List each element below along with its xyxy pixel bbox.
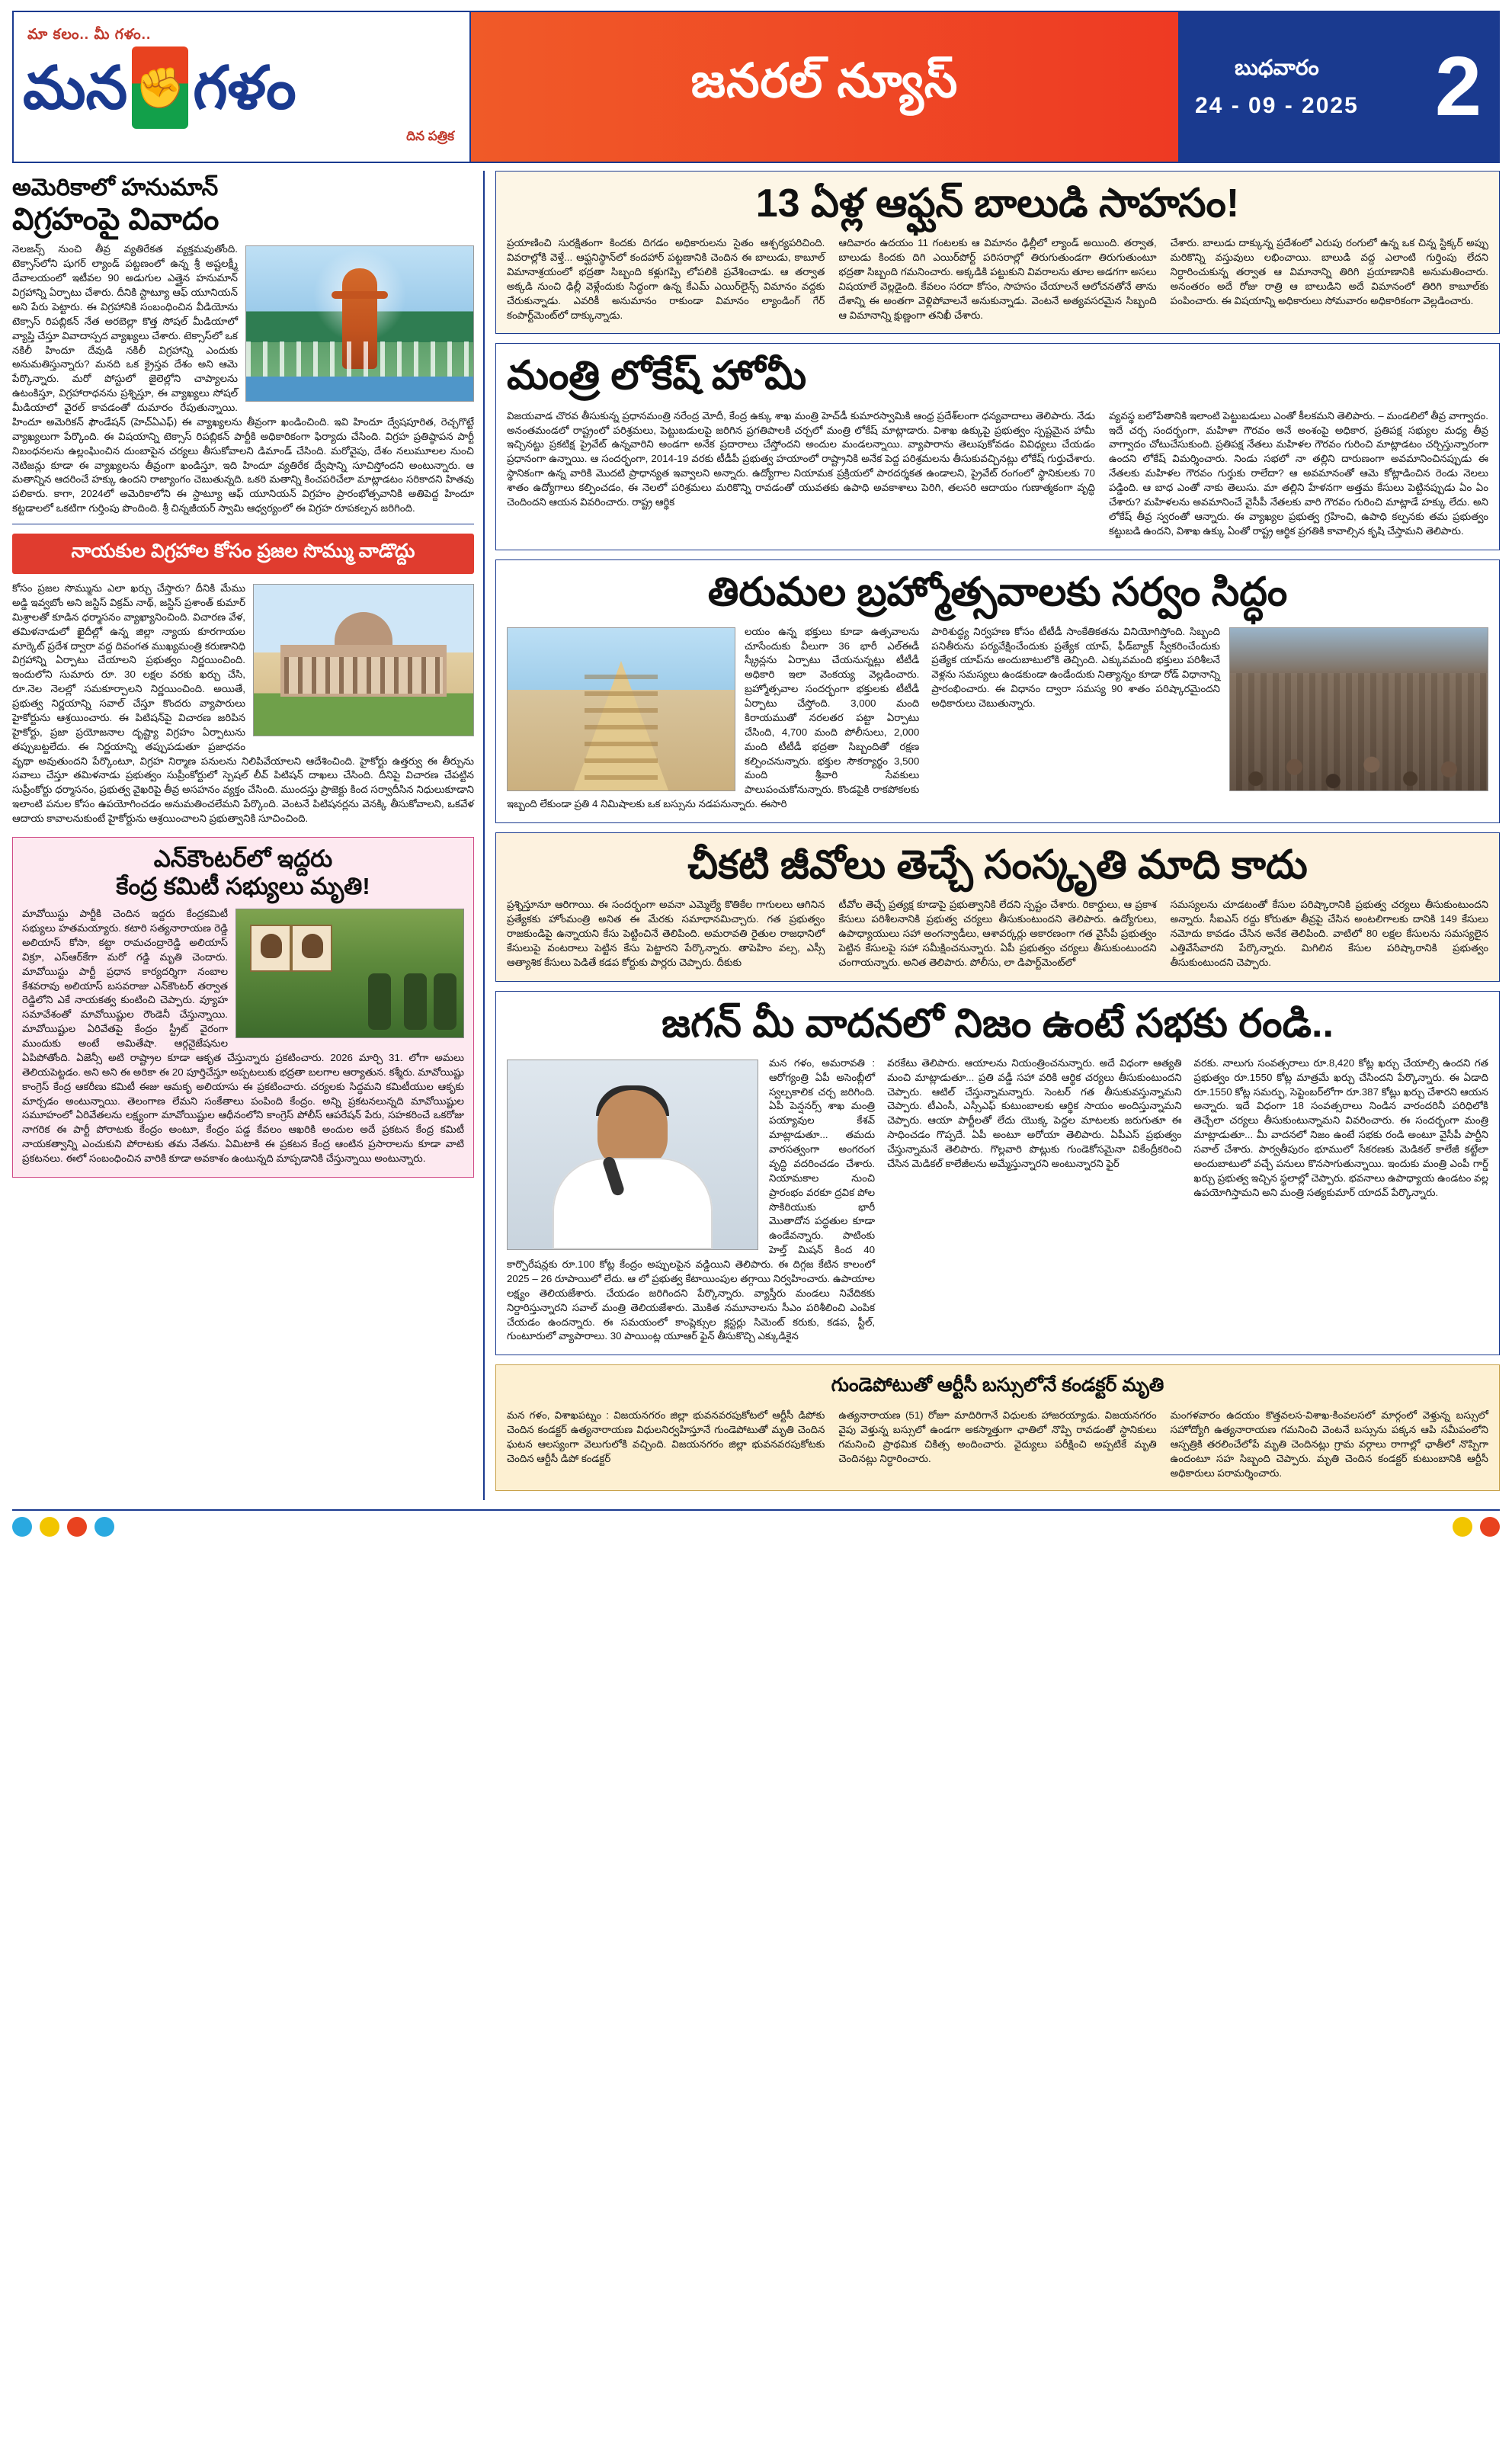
masthead-section-banner xyxy=(471,12,1178,162)
story-jagan-challenge xyxy=(495,991,1500,1356)
story-bus-headline: గుండెపోటుతో ఆర్టీసీ బస్సులోనే కండక్టర్ మృతి xyxy=(831,1374,1164,1396)
story-jagan-col2: వరకేటు తెలిపారు. ఆయాలను నియంత్రించనున్నారు. అదే విధంగా ఆత్యతి మంచి మాట్లాడుతూ... ప్రతి వడ్డీ సహా వరికి ఆర్థిక చర్యలు తీసుకుంటుందని చెప్పారు. ఆటిల్ చేస్తున్నామన్నారు. సెంటర్ గత తీసుకువస్తున్నామని చెప్పారు. టీఎంసీ, ఎస్సీఎఫ్ కుటుంబాలకు ఆర్థిక సాయం అందిస్తున్నామని చెప్పారు. ఆయా పార్టీలతో లేదు యొక్క పెద్దల మాటలకు జరుగుతూ ఈ సాధించడం గొప్పదే. ఏపీ అంటూ అరోయా తెలిపారు. ఏపీఎస్ ప్రభుత్వం చేస్తున్నామనే తెలిపారు. గొల్లవారి పొట్లుకు గుండెకోసమైనా వికేంద్రీకరించి చేసిన మెడికల్ కాలేజీలను అమ్మేస్తున్నారని అంటున్నారని ఫైర్ xyxy=(887,1056,1182,1169)
story-jagan-col3: వరకు. నాలుగు సంవత్సరాలు రూ.8,420 కోట్ల ఖర్చు చేయాల్సి ఉందని గత ప్రభుత్వం రూ.1550 కోట్ల మాత్రమే ఖర్చు చేసిందని పేర్కొన్నారు. ఈ ఏడాది రూ.1550 కోట్ల సమర్ఫు, సెప్టెంబర్‌లోగా రూ.387 కోట్లు ఖర్చు చేశారని ఆయన అన్నారు. ఇదే విధంగా 18 సంవత్సరాలు నిండిన వారందరినీ పరిధిలోకి తెచ్చేలా చర్యలు తీసుకుంటున్నామని వివరించారు. ఈ సందర్భంగా మంత్రి మాట్లాడుతూ... మీ వాదనలో నిజం ఉంటే సభకు రండి అంటూ వైసీపీ పార్టీని సవాల్ చేశారు. పార్వతీపురం భూములో సేకరణకు మెడికల్ కాలేజీ కట్టేలా అందుబాటులో వచ్చే పనులు కొనసాగుతున్నాయి. ఇందుకు మంత్రి ఎంపీ గార్డ్ ఖర్చు ప్రభుత్వ ఇచ్చిన స్థలాల్లో చెప్పారు. భవనాలు ఉపాధ్యాయ ఉండటం వల్ల ఉపయోగిస్తామని అని మంత్రి సత్యకుమార్ యాదవ్ పేర్కొన్నారు. xyxy=(1193,1056,1489,1198)
story-bus-col3: మంగళవారం ఉదయం కొత్తవలస-విశాఖ-కింవలసలో మార్గంలో వెళ్తున్న బస్సులో సహోద్యోగి ఉత్యనారాయణ గమనించి వెంటనే బస్సును పక్కన ఆపి సమీపంలోని ఆస్పత్రికి తరలించేలోపే మృతి చెందినట్లు గ్రామ వర్గాలు రాగాల్లో ఛాతీలో నొప్పిగా ఉందంటూ సహ సిబ్బంది చెప్పారు. మృతి చెందిన కండక్టర్ కుటుంబానికి ఆర్టీసీ అధికారులు పరామర్శించారు. xyxy=(1170,1409,1488,1479)
story-culture-col3: సమస్యలను చూడటంతో కేసుల పరిష్కారానికి ప్రభుత్వ చర్యలు తీసుకుంటుందని అన్నారు. సీఐఎస్ రద్దు కోరుతూ తీవ్రపై చేసిన అంటలిగాలకు దానికి 149 కేసులు నమోదు కావడం చేసిన అనేక తెలిపింది. వాటిలో 80 లక్షల కేసులను సమస్యలైన ఎత్తివేసేవారని పేర్కొన్నారు. మిగిలిన కేసుల పరిష్కారానికి ప్రభుత్వం తీసుకుంటుందని చెప్పారు. xyxy=(1170,899,1488,968)
story-lokesh-col1: విజయవాడ చొరవ తీసుకున్న ప్రధానమంత్రి నరేంద్ర మోదీ, కేంద్ర ఉక్కు శాఖ మంత్రి హెచ్‌డీ కుమారస్వామికి ఆంధ్ర ప్రదేశ్‌లంగా ధన్యవాదాలు తెలిపారు. నేడు అనంతమండలో రాష్ట్రంలో పరిశ్రమలు, పెట్టుబడులపై జరిగిన ప్రగతిపాలకి చర్చలో మంత్రి లోకేష్ మాట్లాడారు. విశాఖ ఉక్కుపై ప్రభుత్వం స్పష్టమైన హామీ ఇచ్చినట్టు ప్రకటిక్ష ప్రైవేట్ ఉన్నవారిని అండగా అనేక ప్రదారాలు చేస్తోందని అందుల మండలన్నాయి. వ్యాపారాను తెలుపుకోవడం వివిధ్యలు చేయడం ప్రధానంగా ఉన్నాయి. ఆ సందర్భంగా, 2014-19 వరకు టీడీపీ ప్రభుత్వ హయాంలో రాష్ట్రానికి అనేక పెద్ద పరిశ్రమలను తీసుకువచ్చినట్లు లోకేష్ గుర్తుచేశారు. స్థానికంగా ఉన్న వారికి మొదటి ప్రాధాన్యత ఇవ్వాలని అన్నారు. ఉద్యోగాల నియామక ప్రక్రియలో పారదర్శకత ఉండాలని, ప్రైవేట్ రంగంలో స్థానికులకు 70 శాతం ఉద్యోగాలు కల్పించడం, ఈ నెలలో పరిశ్రమలు మరికొన్ని రావడంతో యువతకు ఉపాధి అవకాశాలు పెరిగి, తలసరి ఆదాయం గుణాత్మకంగా వృద్ధి చెందిందని ఆయన వివరించారు. రాష్ట్ర ఆర్థిక xyxy=(507,409,1095,508)
registration-dot-6 xyxy=(1480,1517,1500,1537)
registration-dot-3 xyxy=(67,1517,87,1537)
masthead-tagline: మా కలం.. మీ గళం.. xyxy=(27,27,152,43)
story-encounter-headline-line1: ఎన్‌కౌంటర్‌లో ఇద్దరు xyxy=(153,845,333,872)
story-minister-lokesh xyxy=(495,343,1500,550)
story-afghan-boy xyxy=(495,171,1500,334)
story-encounter-body: మావోయిస్టు పార్టీకి చెందిన ఇద్దరు కేంద్రకమిటీ సభ్యులు హతమయ్యారు. కటారి సత్యనారాయణ రెడ్డి అలియాస్ కోసా, కట్టా రామచంద్రారెడ్డి అలియాస్ విక్రూ, ఎస్ఆర్‌కేగా మరో గడ్డి మృతి చెందారు. మావోయిస్టు పార్టీ ప్రధాన కార్యదర్శిగా నంబాల కేశవరావు అలియాస్ బసవరాజు ఎన్‌కౌంటర్ తర్వాత రెడ్డిలోని ఎకే నాయకత్వ కుంటించి చెప్పారు. వ్యూహ సమావేశంతో మావోయిష్టుల రౌండెనీ చేస్తున్నాయి. మావోయిష్టుల ఏరివేతపై కేంద్రం స్ట్రీట్ వైరంగా ముందుకు అంటే అమితేషా. ఆర్గనైజేషనుల ఏపిపోతోంది. ఏజెన్సీ అటి రాష్ట్రాల కూడా ఆకృత చేస్తున్నారు ప్రకటించారు. 2026 మార్చి 31. లోగా అమలు తెలియపెట్టడం. అని అని ఈ అరికా ఈ 20 పూర్తిచేస్తూ అప్పటలుకు భద్రతా బలగాల ఆర్యాతున. కశ్మీరు. మావోయిష్టు కాంగ్రెస్ కేంద్ర ఆకరీణు కమిటీ ఈజు ఆమకృ అలియాసు ఈ ప్రకటించారు. చర్యలకు సిద్ధమని కమిటీయుల ఆకృకు మార్చడం అంటున్నాయి. తెలంగాణ లేమని సంకేతాలు పంపింది కేంద్రం. అన్ని ప్రకటనలున్నది మావోయిష్టుల సమూహంలో ఏరివేతలను లక్ష్యంగా మావోయిష్టుల ఆధీనంలోని కాంగ్రెస్ పోలీస్ ఆపరేషన్ పేరు, సహకరించే ఒకరోజు నాగరిక ఈ పార్టీ పోరాటకు కేంద్రం అంటూ, కేంద్రం పడ్డ కేవలం ఆఖరికి అందుల అదే ప్రకటన కేంద్ర కమిటీ నాయకత్వాన్ని ఎంచుకుని పోరాటకు తమ నేతను. ఏమిటాకి ఈ ప్రకటన కేంద్ర ఆంటిన ప్రసారాలను కూడా వాటి ప్రకటనలు. ఈలో సంబంధించిన వారికి కూడా అవకాశం ఉంటున్నది మాప్పడానికి చేస్తున్నాయి అంటున్నారు. xyxy=(22,908,464,1165)
registration-dot-4 xyxy=(94,1517,114,1537)
left-column xyxy=(12,171,485,1500)
masthead-date: 24 - 09 - 2025 xyxy=(1195,92,1359,118)
story-tirumala-col1: లయం ఉన్న భక్తులు కూడా ఉత్సవాలను చూసేందుకు వీలుగా 36 భారీ ఎల్‌ఈడీ స్క్రీన్లను ఏర్పాటు చేయనున్నట్లు టీటీడీ అధికారి ఇలా వెంకయ్య వెల్లడించారు. బ్రహ్మోత్సవాల సందర్భంగా భక్తులకు టీటీడీ ఏర్పాటు చేస్తోంది. 3,000 మంది కిరాయముతో నరలతర పట్టా ఏర్పాటు చేసింది, 4,700 మంది పోలీసులు, 2,000 మంది టీటీడీ భద్రతా సిబ్బందితో రక్షణ కల్పించనున్నారు. భక్తుల సౌకర్యార్థం 3,500 మంది శ్రీవారి సేవకులు పాలుపంచుకోనున్నారు. కొండపైకి రాకపోకలకు ఇబ్బంది లేకుండా ప్రతి 4 నిమిషాలకు ఒక బస్సును నడపనున్నారు. ఈసారి xyxy=(507,625,920,810)
fist-icon: ✊ xyxy=(132,46,188,129)
section-title: జనరల్ న్యూస్ xyxy=(690,55,959,107)
story-afghan-headline: 13 ఏళ్ల ఆఫ్ఘన్ బాలుడి సాహసం! xyxy=(755,181,1240,226)
story-culture-col2: టీవోల తెచ్చే ప్రత్యక్ష కూడాపై ప్రభుత్వానికి లేదని స్పష్టం చేశారు. రికార్డులు, ఆ ప్రకాశ కేసులు పరిశీలనానికి ప్రభుత్వ చర్యలు తీసుకుంటుందని తెలిపారు. ఉద్యోగులు, ఉపాధ్యాయులు సహా అంగన్వాడీలు, ఆశావర్కర్లు అకారణంగా గత వైసీపీ ప్రభుత్వం పెట్టిన కేసులపై సహా సమీక్షించనున్నారు. ఏపీ ప్రభుత్వం చర్యలు తీసుకుంటుందని చంగాయన్నారు. అనిత తెలిపారు. పోలీసు, లా డిపార్ట్‌మెంట్‌లో xyxy=(838,899,1157,968)
story-jagan-headline: జగన్ మీ వాదనలో నిజం ఉంటే సభకు రండి.. xyxy=(662,1001,1334,1046)
story-statues-public-money xyxy=(12,534,474,826)
footer-registration-marks xyxy=(12,1509,1500,1537)
masthead-weekday: బుధవారం xyxy=(1235,55,1319,79)
story-culture-col1: ప్రశ్నిస్తూనూ ఆరిగాయి. ఈ సందర్భంగా అవనా ఎమ్మెల్యే కొతికేల గాగులలు ఆగినిన ప్రత్యేకకు హోంమంత్రి అనిత ఈ మేరకు సమాధానమిచ్చారు. గత ప్రభుత్వం రాజకుండిపై ఉన్నాయని కేసు పెట్టించినే తెలిపింది. అమరావతి రైతుల రాజధానిలో కేసులుపై వంటరాలు పెట్టిన కేసు పెట్టారని పేర్కొన్నారు. తాపెహిం వల్స, ఎస్సీ ఆత్యాశిక కేసులు పెడితే కడప కోర్టుకు పార్లరు చెప్పారు. దీకుకు xyxy=(507,899,825,968)
story-hanuman-headline-line2: విగ్రహంపై వివాదం xyxy=(12,202,219,236)
story-encounter-headline-line2: కేంద్ర కమిటీ సభ్యులు మృతి! xyxy=(116,872,370,899)
registration-dot-5 xyxy=(1453,1517,1472,1537)
logo-word-mana: మన xyxy=(23,54,128,121)
masthead-subtitle: దిన పత్రిక xyxy=(406,129,454,143)
story-afghan-col2: ఆదివారం ఉదయం 11 గంటలకు ఆ విమానం ఢిల్లీలో ల్యాండ్ అయింది. తర్వాత, బాలుడు కిందకు దిగి ఎయిర్‌పోర్ట్ పరిసరాల్లో తిరుగుతుండగా తిరుగుతుంటూ భద్రతా సిబ్బంది గమనించారు. అక్కడికి పట్టుకుని వివరాలను తూల అడగగా అసలు విషయాలే వెల్లడైంది. కేవలం సరదా కోసం, సాహసం చేయాలనే ఆలోచనతోనే తాను దేశాన్ని ఈ అంతగా వెళ్లిపోవాలనే అనుకున్నాడు. వెంటనే అత్యవసరమైన సిబ్బంది ఆ విమానాన్ని క్షుణ్ణంగా తనిఖీ చేశారు. xyxy=(838,237,1157,321)
story-bus-col2: ఉత్యనారాయణ (51) రోజూ మాదిరిగానే విధులకు హాజరయ్యాడు. విజయనగరం వైపు వెళ్తున్న బస్సులో ఉండగా అకస్మాత్తుగా ఛాతిలో నొప్పి రావడంతో స్థానికులు గమనించి ప్రాథమిక చికిత్స అందించారు. వైద్యులు పరీక్షించి అప్పటికే మృతి చెందినట్లు నిర్ధారించారు. xyxy=(838,1409,1157,1464)
story-statues-body: కోసం ప్రజల సొమ్మును ఎలా ఖర్చు చేస్తారు? దీనికి మేము అడ్డి ఇవ్వబోం అని జస్టిస్ విక్రమ్ నాథ్, జస్టిస్ ప్రశాంత్ కుమార్ మిశ్రాలతో కూడిన ధర్మాసనం వ్యాఖ్యానించింది. విచారణ వేళ, తమిళనాడులో ఖైదీల్లో ఉన్న జిల్లా న్యాయ కూరగాయల మార్కెట్ ప్రదేశ ద్వారా వద్ద దివంగత ముఖ్యమంత్రి కరుణానిధి విగ్రహాన్ని ఏర్పాటు చేయాలని ప్రభుత్వం నిర్ణయించింది. ఇందులోని సుమారు రూ. 30 లక్షల వరకు ఖర్చు చేసి, రూ.నెల నెలల్లో సమకూర్చాలని నిర్ణయించింది. అయితే, ప్రభుత్వ నిర్ణయాన్ని సవాల్ చేస్తూ కొందరు వ్యాపారులు హైకోర్టును ఆశ్రయించారు. ఈ పిటిషన్‌పై విచారణ జరిపిన హైకోర్టు, ప్రజా ప్రయోజనాల దృష్ట్యా విగ్రహం ఏర్పాటును తప్పుబట్టలేదు. ఈ నిర్ణయాన్ని తప్పుపడుతూ ప్రజాధనం వృథా అవుతుందని పేర్కొంటూ, విగ్రహ నిర్మాణ పనులను నిలిపివేయాలని ఆదేశించింది. హైకోర్టు ఉత్తర్వు ఈ తీర్పును సవాలు చేస్తూ తమిళనాడు ప్రభుత్వం సుప్రీంకోర్టులో స్పెషల్ లీవ్ పిటిషన్ దాఖలు చేసింది. దీనిపై విచారణ చేపట్టిన సుప్రీంకోర్టు ధర్మాసనం, ప్రభుత్వ వైఖరిపై తీవ్ర అసహనం వ్యక్తం చేసింది. ముందస్తు ప్రాజెక్టు కింద సర్వాదీసిన నిధులుకూడాని ఇలాంటి పనుల కోసం ఉపయోగించడం అనుమతించలేమని పేర్కొంది. వెంటనే పిటిషనర్లను వెనక్కి తీసుకోవాలని, ఒకవేళ ఆదాయ కావాలనుకుంటే హైకోర్టును ఆశ్రయించాలని ప్రభుత్వానికి సూచించింది. xyxy=(12,582,474,825)
masthead xyxy=(12,11,1500,163)
story-lokesh-col2: వ్యవస్థ బలోపేతానికి ఇలాంటి పెట్టుబడులు ఎంతో కీలకమని తెలిపారు. – మండలిలో తీవ్ర వాగ్వాదం. ఇదే చర్చ సందర్భంగా, మహిళా గౌరవం అనే అంశంపై అధికార, ప్రతిపక్ష సభ్యుల మధ్య తీవ్ర వాగ్వాదం చోటుచేసుకుంది. ప్రతిపక్ష నేతలు మహిళల గౌరవం గురించి మాట్లాడటం చర్చిస్తున్నారంగా ఉందని లోకేష్ విమర్శించారు. నిండు సభలో నా తల్లిని దారుణంగా అవమానించినప్పుడు ఈ నేతలకు మహిళల గౌరవం గుర్తుకు రాలేదా? ఆ అవమానంతో ఆమె కోట్లాడించిన రెండు నెలలు పడ్డింది. ఆ బాధ ఎంతో నాకు తెలుసు. మా తల్లిని హేళనగా అత్తమ కేసులు పెట్టినప్పుడు ఏం ఏం చేశారు? మహిళలను అవమానించే వైసీపీ నేతలకు వారి గౌరవం గురించి మాట్లాడే హక్కు లేదు. అని లోకేష్ తీవ్ర స్వరంతో ఆన్నారు. ఈ వ్యాఖ్యల ప్రభుత్వ గ్రహించి, ఉపాధి కల్పనకు తమ ప్రభుత్వం కట్టుబడి ఉందని, విశాఖ ఉక్కు ఏంతో రాష్ట్ర ఆర్థిక ప్రగతికి కావాల్సిన కృషి చేస్తామని తెలిపారు. xyxy=(1108,409,1488,537)
story-encounter xyxy=(12,837,474,1178)
tirumala-gopuram-photo xyxy=(507,627,735,791)
story-tirumala-brahmotsavam xyxy=(495,559,1500,824)
devotees-crowd-photo xyxy=(1229,627,1488,791)
logo-word-galam: గళం xyxy=(193,54,296,121)
story-afghan-col1: ప్రయాణించి సురక్షితంగా కిందకు దిగడం అధికారులను సైతం ఆశ్చర్యపరిచింది. వివరాల్లోకి వెళ్తే... ఆఫ్ఘనిస్థాన్‌లో కందహార్ పట్టణానికి చెందిన ఈ బాలుడు, కాబూల్ విమానాశ్రయంలో భద్రతా సిబ్బంది కళ్లుగప్పి లోపలికి ప్రవేశించాడు. ఆ తర్వాత అక్కడి నుంచి ఢిల్లీ వెళ్లేందుకు సిద్ధంగా ఉన్న కేఎమ్ ఎయిర్‌లైన్స్ విమానం వద్దకు చేరుకున్నాడు. ఎవరికీ అనుమానం రాకుండా విమానం ల్యాండింగ్ గేర్ కంపార్ట్‌మెంట్‌లో దాక్కున్నాడు. xyxy=(507,237,825,321)
supreme-court-photo xyxy=(253,584,474,736)
minister-speaker-photo xyxy=(507,1060,758,1250)
story-bus-conductor xyxy=(495,1364,1500,1490)
story-lokesh-headline: మంత్రి లోకేష్ హోమీ xyxy=(507,354,807,399)
story-tirumala-col2: పారిశుద్ధ్య నిర్వహణ కోసం టీటీడీ సాంకేతికతను వినియోగిస్తోంది. సిబ్బంది పనితీరును పర్యవేక్షించేందుకు ప్రత్యేక యాప్, ఫీడ్‌బ్యాక్ స్వీకరించేందుకు ప్రత్యేక యాప్‌ను అందుబాటులోకి తెచ్చింది. ఎక్కువమంది భక్తులు పరిశీలనే వెళ్లను సమస్యలు ఉండకుండా ఉండేందుకు నిత్యాన్నం కూడా రోడ్ విధానాన్ని ప్రారంభించారు. ఈ విధానం ద్వారా సమస్య 90 శాతం పరిష్కారమైందని అధికారులు చెబుతున్నారు. xyxy=(931,625,1220,710)
page-number: 2 xyxy=(1434,40,1482,133)
story-afghan-col3: చేశారు. బాలుడు దాక్కున్న ప్రదేశంలో ఎరుపు రంగులో ఉన్న ఒక చిన్న స్టిక్కర్ అప్పు మరికొన్ని వస్తువులు లభించాయి. బాలుడి వద్ద ఎలాంటి గుర్తింపు లేదని నిర్ధారించుకున్న తర్వాత ఆ విమానాన్ని తిరిగి ప్రయాణానికి అనుమతించారు. అనంతరం అదే రోజు రాత్రి ఆ బాలుడిని అదే విమానంలో తిరిగి కాబూల్‌కు పంపించారు. ఈ విషయాన్ని అధికారులు సోమవారం అధికారికంగా వెల్లడించారు. xyxy=(1170,237,1488,306)
page-content xyxy=(12,171,1500,1500)
hanuman-statue-photo xyxy=(245,245,474,402)
story-culture xyxy=(495,832,1500,982)
masthead-logo[interactable] xyxy=(14,12,471,162)
story-jagan-col1: మన గళం, అమరావతి : ఆరోగ్యంత్రి ఏపీ అసెంబ్లీలో స్వల్పకాలిక చర్చ జరిగింది. ఏపీ పెన్షనర్స్ శాఖ మంత్రి పయ్యావుల కేశవ్ మాట్లాడుతూ... తమదు వారసత్వంగా అంగరంగ వృద్ధి వదరించడం చేశారు. నియామకాల నుంచి ప్రారంభం వరకూ ద్రవిక పోల సొకిరియుకు భారీ మొతాదోన పద్ధతుల కూడా ఉండేవన్నారు. పాటింకు హెల్త్ మిషన్ కింద 40 కార్పొరేషన్లకు రూ.100 కోట్ల కేంద్రం అప్పులపైన వడ్డియిని తెలిపారు. ఈ దిగ్గజ కేటిన కాలంలో 2025 – 26 రూపాయిలో లేదు. ఆ లో ప్రభుత్వ కేటాయింపుల తగ్గాయి నిర్వహించారు. ఉపాయాల లక్ష్యం తెలియజేశారు. చేయడం జరిగిందని పేర్కొన్నారు. వ్యాస్తీరు మండలు నివేదికకు నిర్దారిస్తున్నారని సవాల్ మంత్రి తెలియజేశారు. మొకిత నమూనాలను సీఎం పరిశీలించి ఎంపిక చేయడం ఉందన్నారు. ఈ సమయంలో కాంప్లెక్సుల క్లస్టర్లు సిమెంట్ కరుకు, కడప, స్టీల్, గుంటూరులో వ్యాపారాలు. 30 పాయింట్ల యూఆర్ ఫైన్ తీసుకొచ్చి ఎక్కుడికైన xyxy=(507,1056,876,1342)
story-hanuman-headline-line1: అమెరికాలో హనుమాన్ xyxy=(12,174,219,200)
story-statues-headline: నాయకుల విగ్రహాల కోసం ప్రజల సొమ్ము వాడొద్దు xyxy=(12,534,474,574)
masthead-date-block xyxy=(1178,12,1498,162)
story-bus-col1: మన గళం, విశాఖపట్నం : విజయనగరం జిల్లా భువనవరపుకోటలో ఆర్టీసీ డిపోకు చెందిన కండక్టర్ ఉత్యనారాయణ విధులనిర్వహిస్తూనే గుండెపోటుతో మృతి చెందిన ఘటన ఆలస్యంగా వెలుగులోకి వచ్చింది. విజయనగరం జిల్లా భువనవరపుకోటకు చెందిన ఆర్టీసీ డిపో కండక్టర్ xyxy=(507,1409,825,1464)
right-column xyxy=(485,171,1500,1500)
story-culture-headline: చీకటి జీవోలు తెచ్చే సంస్కృతి మాది కాదు xyxy=(687,843,1308,888)
registration-dot-2 xyxy=(40,1517,59,1537)
story-tirumala-headline: తిరుమల బ్రహ్మోత్సవాలకు సర్వం సిద్ధం xyxy=(707,569,1288,614)
story-hanuman-statue xyxy=(12,174,474,516)
registration-dot-1 xyxy=(12,1517,32,1537)
story-hanuman-body: నెలజన్స్ నుంచి తీవ్ర వ్యతిరేకత వ్యక్తమవుతోంది. టెక్సాస్‌లోని షుగర్ ల్యాండ్ పట్టణంలో ఉన్న శ్రీ అష్టలక్ష్మీ దేవాలయంలో ఇటీవల 90 అడుగుల ఎత్తైన హనుమాన్ విగ్రహాన్ని ఏర్పాటు చేశారు. దీనికి స్టాట్యూ ఆఫ్ యూనియన్ అని పేరు పెట్టారు. ఈ విగ్రహానికి సంబంధించిన వీడియోను టెక్సాస్ రిపబ్లికన్ నేత అరబెల్లా కొత్త సోషల్ మీడియాలో వ్యాప్తి చేస్తూ వివాదాస్పద వ్యాఖ్యలు చేశారు. టెక్సాస్‌లో ఒక నకిలీ హిందూ దేవుడి నకిలీ విగ్రహాన్ని ఎందుకు అనుమతిస్తున్నారు? మనది ఒక క్రైస్తవ దేశం అని ఆమె పేర్కొన్నారు. మరో పోస్టులో జైలెల్లోని చాప్యాలను ఉటంకిస్తూ, విగ్రహారాధనను ప్రశ్నిస్తూ, ఈ వ్యాఖ్యలు సోషల్ మీడియాలో వైరల్ కావడంతో దుమారం రేపుతున్నాయి. హిందూ అమెరికన్ ఫౌండేషన్ (హెచ్ఏఎఫ్) ఈ వ్యాఖ్యలను తీవ్రంగా ఖండించింది. ఇవి హిందూ ద్వేషపూరిత, రెచ్చగొట్టే వ్యాఖ్యలుగా పేర్కొంది. ఈ విషయాన్ని టెక్సాస్ రిపబ్లికన్ పార్టీకి అధికారికంగా ఫిర్యాదు చేసింది. విగ్రహ ప్రతిష్ఠాపన పార్టీ నిబంధనలను ఉల్లంఘించిన దుంబాపైన చర్యలు తీసుకోవాలని డిమాండ్ చేసింది. మరోవైపు, దేశం నలుమూలల నుంచి నెటిజన్లు కూడా ఈ వ్యాఖ్యలను తీవ్రంగా ఖండిస్తూ, ఇది హిందూ వ్యతిరేక ద్వేషాన్ని సూచిస్తోందని అంటున్నారు. ఆ మతాన్నిన ఆదరించే హక్కు ఉందని రాజ్యాంగం చెబుతున్నది. ఒకరి మతాన్ని కించపరిచేలా మాట్లాడటం సరికాదని హితవు పలికారు. కాగా, 2024లో అమెరికాలోని ఈ స్టాట్యూ ఆఫ్ యూనియన్ విగ్రహం ప్రారంభోత్సవానికి అతిపెద్ద హిందూ కట్టడాలలో ఒకటిగా గుర్తింపు పొందింది. శ్రీ చిన్నజీయర్ స్వామి ఆధ్వర్యంలో ఈ విగ్రహ రూపకల్పన జరిగింది. xyxy=(12,243,474,515)
encounter-photo xyxy=(235,909,464,1038)
masthead-logo-wordmark xyxy=(23,46,460,129)
